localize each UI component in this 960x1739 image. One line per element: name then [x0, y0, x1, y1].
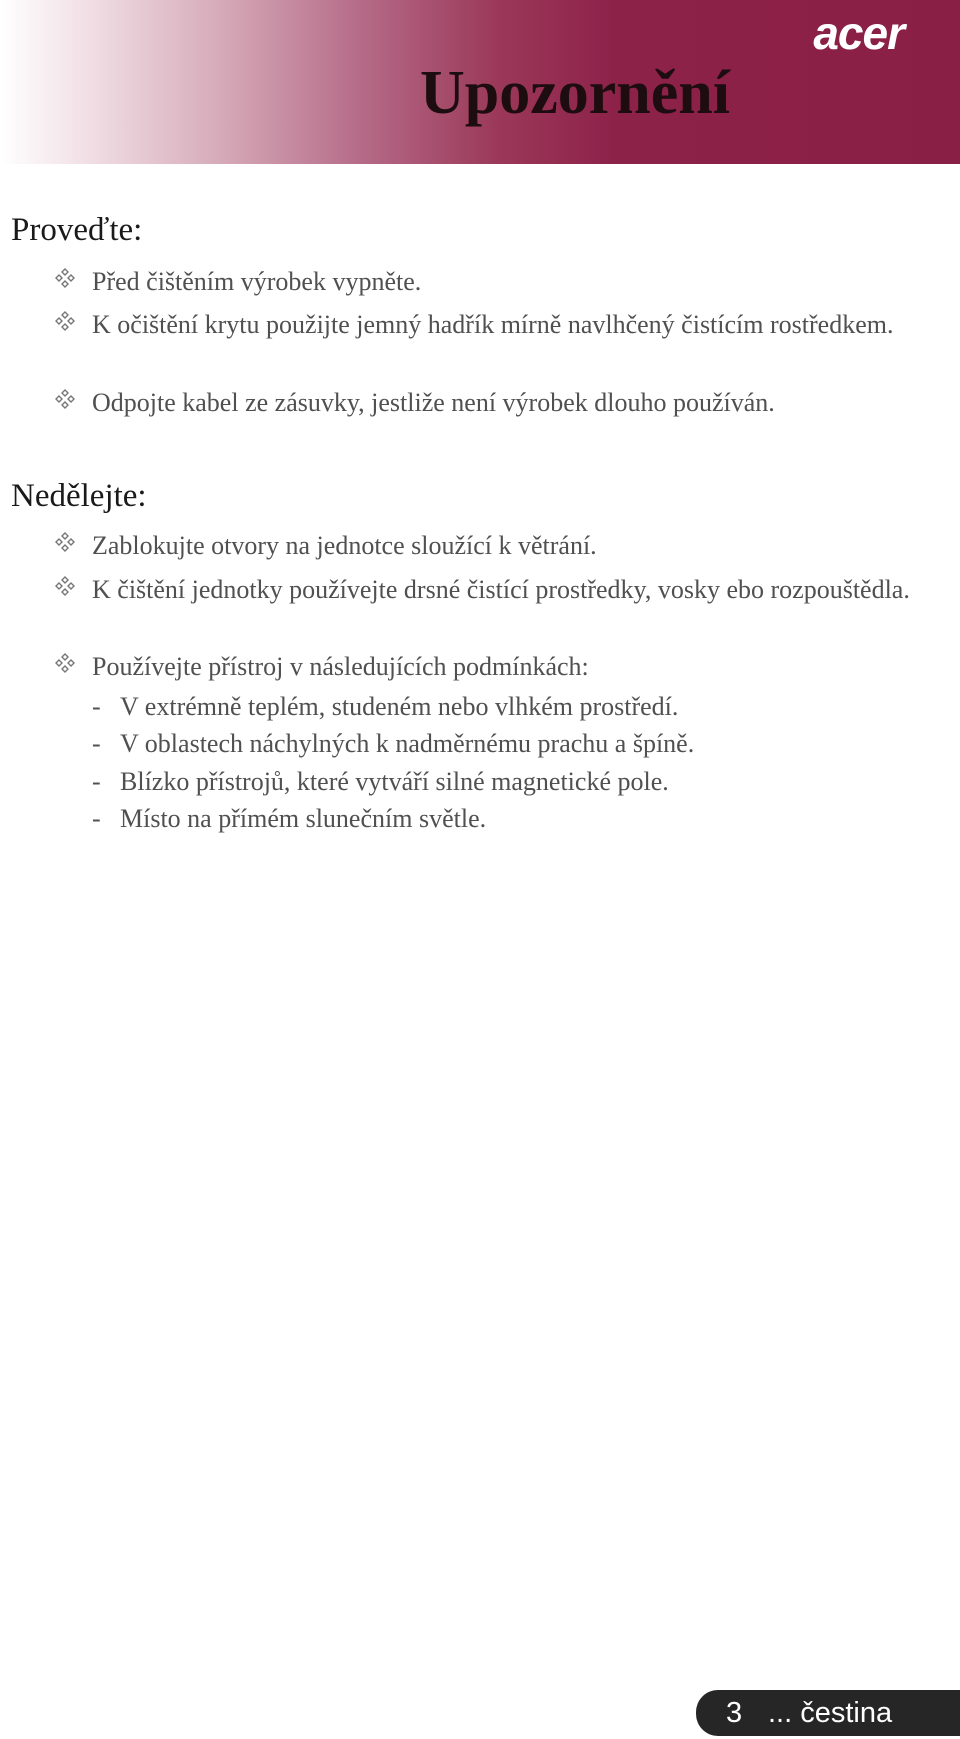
do-heading: Proveďte:: [11, 212, 143, 248]
diamond-bullet-icon: [55, 389, 75, 409]
sub-item-text: V oblastech náchylných k nadměrnému prachu a špíně.: [120, 729, 695, 758]
bullet-text: Používejte přístroj v následujících podmínkách:: [92, 652, 589, 681]
page-number: 3: [726, 1697, 743, 1729]
dont-heading: Nedělejte:: [11, 478, 147, 514]
bullet-text: Odpojte kabel ze zásuvky, jestliže není výrobek dlouho používán.: [92, 388, 775, 417]
dash-marker: -: [92, 729, 101, 758]
sub-item-text: V extrémně teplém, studeném nebo vlhkém prostředí.: [120, 692, 679, 721]
bullet-text: K čištění jednotky používejte drsné čistící prostředky, vosky ebo rozpouštědla.: [92, 575, 910, 604]
sub-item-text: Blízko přístrojů, které vytváří silné magnetické pole.: [120, 767, 669, 796]
bullet-text: K očištění krytu použijte jemný hadřík mírně navlhčený čistícím rostředkem.: [92, 310, 894, 339]
dash-marker: -: [92, 767, 101, 796]
language-label: ... čestina: [768, 1697, 893, 1729]
bullet-text: Před čištěním výrobek vypněte.: [92, 267, 422, 296]
bullet-text: Zablokujte otvory na jednotce sloužící k větrání.: [92, 531, 597, 560]
diamond-bullet-icon: [55, 311, 75, 331]
diamond-bullet-icon: [55, 653, 75, 673]
diamond-bullet-icon: [55, 268, 75, 288]
dash-marker: -: [92, 692, 101, 721]
acer-logo: acer: [813, 7, 904, 59]
header-banner: [0, 0, 960, 164]
diamond-bullet-icon: [55, 576, 75, 596]
sub-item-text: Místo na přímém slunečním světle.: [120, 804, 487, 833]
page-footer-tab: [696, 1690, 960, 1736]
page-title: Upozornění: [420, 59, 730, 127]
dash-marker: -: [92, 804, 101, 833]
diamond-bullet-icon: [55, 532, 75, 552]
